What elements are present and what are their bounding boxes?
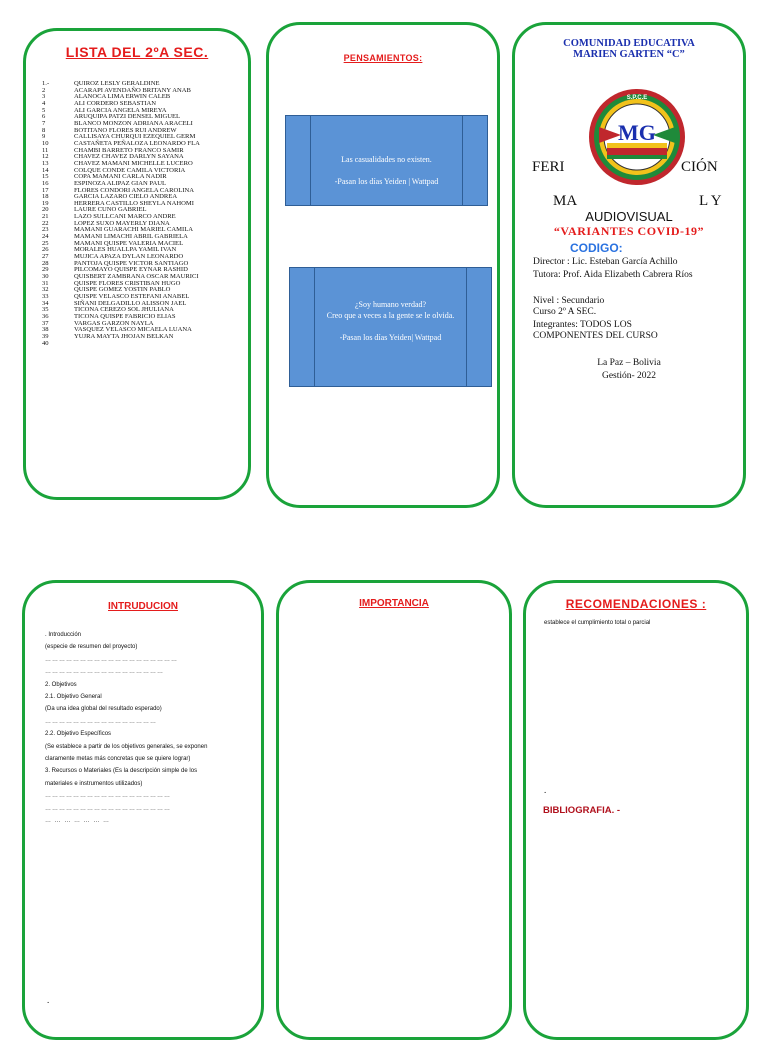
quotes-panel	[266, 22, 500, 508]
student-name: CASTAÑETA PEÑALOZA LEONARDO FLA	[74, 139, 200, 147]
student-name: TICONA QUISPE FABRICIO ELIAS	[74, 312, 176, 320]
student-name: COLQUE CONDE CAMILA VICTORIA	[74, 166, 186, 174]
intro-line: (especie de resumen del proyecto)	[45, 644, 138, 651]
student-number: 1.-	[42, 80, 50, 87]
intro-line: (Da una idea global del resultado esperado)	[45, 706, 162, 713]
curso-line: Curso 2º A SEC.	[533, 307, 597, 317]
student-number: 23	[42, 226, 49, 234]
integrantes-line-1: Integrantes: TODOS LOS	[533, 320, 632, 330]
ma-right: L Y	[699, 193, 722, 209]
intro-line: ………………………………………………	[45, 793, 171, 800]
student-number: 8	[42, 126, 46, 134]
student-name: ALI GARCIA ANGELA MIREYA	[74, 106, 167, 114]
city-line: La Paz – Bolivia	[597, 358, 661, 368]
student-number: 26	[42, 246, 49, 254]
student-name: HERRERA CASTILLO SHEYLA NAHOMI	[74, 199, 194, 207]
student-number: 14	[42, 166, 49, 174]
student-name: TICONA CEREZO SOL JHULIANA	[74, 306, 174, 314]
variantes-title: “VARIANTES COVID-19”	[553, 224, 705, 238]
student-name: CALLISAYA CHURQUI EZEQUIEL GERM	[74, 133, 196, 141]
student-number: 9	[42, 133, 46, 141]
intro-line: 2.1. Objetivo General	[45, 694, 102, 701]
student-name: ALI CORDERO SEBASTIAN	[74, 99, 157, 107]
recommendations-panel	[523, 580, 749, 1040]
student-number: 20	[42, 206, 49, 214]
student-number: 28	[42, 259, 49, 267]
student-number: 11	[42, 146, 49, 154]
nivel-line: Nivel : Secundario	[533, 296, 605, 306]
student-name: FLORES CONDORI ANGELA CAROLINA	[74, 186, 194, 194]
student-number: 29	[42, 266, 49, 274]
student-name: LAZO SULLCANI MARCO ANDRE	[74, 213, 176, 221]
student-name: QUISPE FLORES CRISTIBAN HUGO	[74, 279, 181, 287]
school-name: MARIEN GARTEN “C”	[573, 49, 685, 60]
student-number: 40	[42, 339, 49, 347]
feria-left: FERI	[532, 159, 565, 175]
student-name: ALANOCA LIMA ERWIN CALEB	[74, 93, 171, 101]
audiovisual-title: AUDIOVISUAL	[585, 209, 673, 224]
quotes-title: PENSAMIENTOS:	[343, 53, 423, 63]
student-number: 22	[42, 219, 49, 227]
quote-1-source: -Pasan los días Yeiden | Wattpad	[334, 177, 439, 186]
student-name: MORALES HUALLPA YAMIL IVAN	[74, 246, 177, 254]
student-number: 33	[42, 293, 49, 300]
student-list	[42, 81, 200, 347]
quote-2-source: -Pasan los días Yeiden| Wattpad	[339, 333, 442, 342]
student-number: 24	[42, 233, 49, 241]
intro-line: 2. Objetivos	[45, 681, 77, 688]
student-number: 12	[42, 153, 49, 161]
student-name: ACARAPI AVENDAÑO BRITANY ANAB	[74, 86, 191, 94]
student-number: 7	[42, 119, 46, 127]
recommendations-text: establece el cumplimiento total o parcial	[544, 620, 651, 626]
student-number: 35	[42, 306, 49, 314]
student-number: 31	[42, 279, 49, 287]
gestion-line: Gestión- 2022	[601, 371, 657, 381]
student-name: QUISBERT ZAMBRANA OSCAR MAURICI	[74, 273, 199, 281]
quote-box-2	[289, 267, 492, 387]
student-number: 6	[42, 113, 46, 121]
quote-2-text	[318, 299, 463, 343]
student-name: SIÑANI DELGADILLO ALISSON JAEL	[74, 299, 187, 307]
ma-left: MA	[553, 193, 578, 209]
student-number: 16	[42, 179, 49, 187]
quote-2-line-1: ¿Soy humano verdad?	[354, 300, 427, 309]
codigo-label: CODIGO:	[570, 241, 623, 255]
student-number: 30	[42, 273, 49, 281]
student-number: 5	[42, 106, 46, 114]
intro-line: . Introducción	[45, 632, 82, 638]
student-name: CHAMBI BARRETO FRANCO SAMIR	[74, 146, 184, 154]
student-name: PANTOJA QUISPE VICTOR SANTIAGO	[74, 259, 189, 267]
student-name: ARUQUIPA PATZI DENSEL MIGUEL	[74, 113, 181, 121]
school-badge-icon	[587, 87, 687, 187]
recommendations-dot: .	[544, 785, 547, 795]
director-line: Director : Lic. Esteban García Achillo	[533, 257, 678, 267]
student-name: ESPINOZA ALIPAZ GIAN PAUL	[74, 179, 167, 187]
student-number: 19	[42, 199, 49, 207]
intro-content	[45, 629, 260, 828]
student-name: VASQUEZ VELASCO MICAELA LUANA	[74, 326, 192, 334]
intro-line: …………………………………………………	[45, 656, 178, 663]
student-number: 38	[42, 326, 49, 334]
student-name: YUJRA MAYTA JHOJAN BELKAN	[74, 332, 174, 340]
student-name: QUISPE VELASCO ESTEFANI ANABEL	[74, 293, 190, 300]
intro-line: materiales e instrumentos utilizados)	[45, 780, 143, 787]
intro-line: … … … … … … …	[45, 818, 111, 825]
student-name: VARGAS GARZON NAYLA	[74, 319, 154, 327]
student-number: 32	[42, 286, 49, 294]
student-name: QUIROZ LESLY GERALDINE	[74, 80, 160, 87]
list-item	[42, 334, 200, 341]
intro-line: (Se establece a partir de los objetivos generales, se exponen	[45, 743, 208, 750]
student-name: PILCOMAYO QUISPE EYNAR RASHID	[74, 266, 188, 274]
intro-line: 2.2. Objetivo Específicos	[45, 731, 112, 738]
student-name: MAMANI GUARACHI MARIEL CAMILA	[74, 226, 193, 234]
quote-1-line: Las casualidades no existen.	[341, 155, 432, 164]
badge-text: S.P.C.E	[626, 95, 648, 101]
intro-line: 3. Recursos o Materiales (Es la descripción simple de los	[45, 768, 198, 775]
student-name: GARCIA LAZARO CIELO ANDREA	[74, 193, 178, 201]
importance-panel	[276, 580, 512, 1040]
student-number: 21	[42, 213, 49, 221]
student-name: BLANCO MONZON ADRIANA ARACELI	[74, 119, 193, 127]
student-name: COPA MAMANI CARLA NADIR	[74, 173, 167, 181]
student-number: 34	[42, 299, 49, 307]
student-number: 13	[42, 159, 49, 167]
intro-end-dot: .	[47, 995, 50, 1005]
cover-panel	[512, 22, 746, 508]
intro-title: INTRUDUCION	[108, 601, 178, 612]
student-name: MUJICA APAZA DYLAN LEONARDO	[74, 253, 184, 261]
student-name: QUISPE GOMEZ YOSTIN PABLO	[74, 286, 171, 294]
quote-1-text	[314, 154, 459, 187]
student-name: CHAVEZ CHAVEZ DARLYN SAYANA	[74, 153, 184, 161]
student-name: BOTITANO FLORES RUI ANDREW	[74, 126, 177, 134]
intro-line: …………………………………………	[45, 718, 157, 725]
student-number: 37	[42, 319, 49, 327]
student-number: 18	[42, 193, 49, 201]
student-number: 36	[42, 312, 49, 320]
tutora-line: Tutora: Prof. Aida Elizabeth Cabrera Ríos	[533, 270, 693, 280]
student-number: 27	[42, 253, 49, 261]
student-number: 2	[42, 86, 46, 94]
quote-box-1	[285, 115, 488, 206]
student-number: 39	[42, 332, 49, 340]
student-name: MAMANI LIMACHI ABRIL GABRIELA	[74, 233, 188, 241]
student-number: 15	[42, 173, 49, 181]
list-item	[42, 341, 200, 348]
badge-logo: MG	[618, 120, 656, 145]
student-name: LOPEZ SUXO MAYERLY DIANA	[74, 219, 170, 227]
student-list-panel	[23, 28, 251, 500]
integrantes-line-2: COMPONENTES DEL CURSO	[533, 331, 658, 341]
student-number: 3	[42, 93, 46, 101]
student-number: 4	[42, 99, 46, 107]
student-name: CHAVEZ MAMANI MICHELLE LUCERO	[74, 159, 193, 167]
student-number: 25	[42, 239, 49, 247]
recommendations-title: RECOMENDACIONES :	[565, 597, 707, 611]
feria-right: CIÓN	[681, 159, 718, 175]
intro-line: ………………………………………………	[45, 805, 171, 812]
student-number: 10	[42, 139, 49, 147]
student-number: 17	[42, 186, 49, 194]
quote-2-line-2: Creo que a veces a la gente se le olvida.	[326, 311, 455, 320]
bibliography-label: BIBLIOGRAFIA. -	[543, 805, 621, 816]
community-name: COMUNIDAD EDUCATIVA	[563, 38, 695, 49]
intro-line: claramente metas más concretas que se quiere lograr)	[45, 756, 191, 763]
student-name: MAMANI QUISPE VALERIA MACIEL	[74, 239, 184, 247]
intro-line: ……………………………………………	[45, 669, 164, 676]
list-title: LISTA DEL 2ºA SEC.	[65, 44, 209, 60]
student-name: LAURE CUNO GABRIEL	[74, 206, 147, 214]
introduction-panel	[22, 580, 264, 1040]
importance-title: IMPORTANCIA	[359, 598, 429, 609]
